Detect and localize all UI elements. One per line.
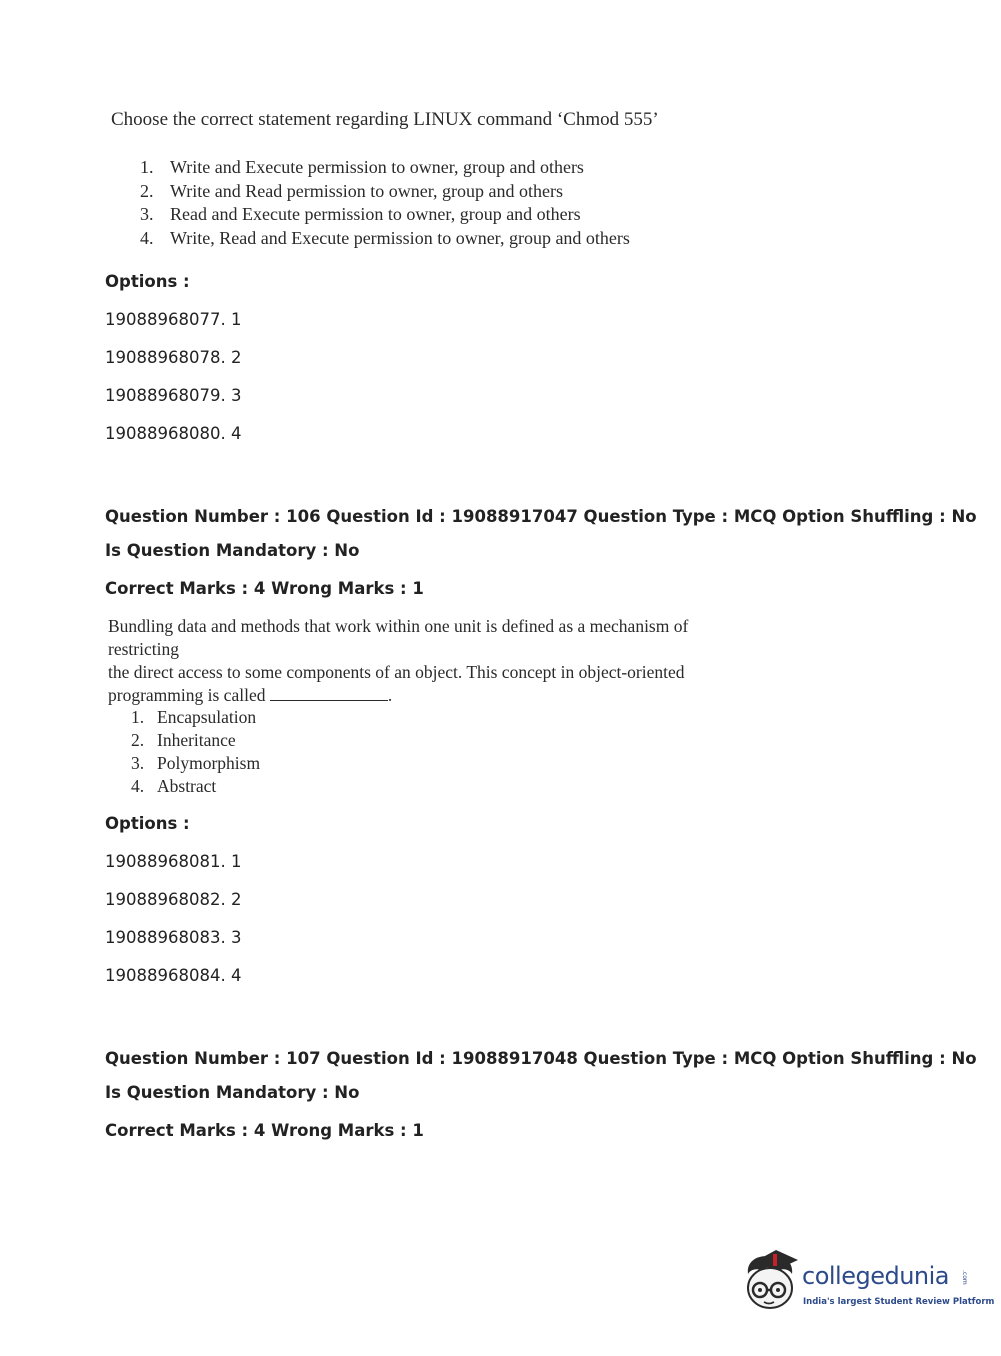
option-item: 19088968080. 4 xyxy=(105,424,242,443)
collegedunia-logo[interactable] xyxy=(740,1248,995,1318)
stem-text: programming is called xyxy=(108,685,266,705)
answer-blank xyxy=(270,686,388,701)
option-item: 19088968078. 2 xyxy=(105,348,242,367)
choice-text: Inheritance xyxy=(157,730,236,750)
option-item: 19088968079. 3 xyxy=(105,386,242,405)
choice-number: 3. xyxy=(140,204,154,224)
choice-number: 2. xyxy=(131,730,145,750)
choice-item xyxy=(131,706,260,729)
stem-line: the direct access to some components of an object. This concept in object-oriented xyxy=(108,662,685,682)
choice-text: Write, Read and Execute permission to owner, group and others xyxy=(170,227,630,248)
choice-item xyxy=(140,203,630,227)
options-label: Options : xyxy=(105,272,190,291)
graduate-mascot-icon xyxy=(740,1248,802,1318)
option-item: 19088968084. 4 xyxy=(105,966,242,985)
logo-tagline: India's largest Student Review Platform xyxy=(803,1297,995,1307)
choice-text: Read and Execute permission to owner, group and others xyxy=(170,204,581,224)
choice-text: Encapsulation xyxy=(157,707,257,727)
choice-number: 2. xyxy=(140,180,154,201)
choice-item xyxy=(131,752,260,775)
choice-item xyxy=(131,729,260,752)
choice-text: Abstract xyxy=(157,776,217,796)
question-106-mandatory: Is Question Mandatory : No xyxy=(105,541,360,560)
choice-item xyxy=(140,227,630,251)
question-107-marks: Correct Marks : 4 Wrong Marks : 1 xyxy=(105,1121,424,1140)
question-105-stem: Choose the correct statement regarding LINUX command ‘Chmod 555’ xyxy=(111,109,659,130)
choice-text: Write and Execute permission to owner, group and others xyxy=(170,157,584,177)
question-107-header: Question Number : 107 Question Id : 19088917048 Question Type : MCQ Option Shuffling : No xyxy=(105,1049,977,1068)
question-107-mandatory: Is Question Mandatory : No xyxy=(105,1083,360,1102)
logo-suffix: .com xyxy=(961,1270,968,1285)
stem-line xyxy=(108,684,748,707)
choice-text: Polymorphism xyxy=(157,753,261,773)
question-105-choices xyxy=(140,156,630,250)
question-106-marks: Correct Marks : 4 Wrong Marks : 1 xyxy=(105,579,424,598)
choice-text: Write and Read permission to owner, group and others xyxy=(170,180,563,201)
option-item: 19088968081. 1 xyxy=(105,852,242,871)
choice-item xyxy=(131,775,260,798)
stem-end: . xyxy=(387,685,393,705)
question-106-choices xyxy=(131,706,260,798)
option-item: 19088968083. 3 xyxy=(105,928,242,947)
question-106-header: Question Number : 106 Question Id : 19088917047 Question Type : MCQ Option Shuffling : No xyxy=(105,507,977,526)
choice-number: 3. xyxy=(131,753,145,773)
option-item: 19088968082. 2 xyxy=(105,890,242,909)
choice-number: 4. xyxy=(140,227,154,248)
stem-line: Bundling data and methods that work within one unit is defined as a mechanism of restricting xyxy=(108,616,689,659)
option-item: 19088968077. 1 xyxy=(105,310,242,329)
question-106-stem xyxy=(108,615,748,707)
choice-item xyxy=(140,156,630,180)
options-label: Options : xyxy=(105,814,190,833)
logo-name: collegedunia xyxy=(802,1262,950,1290)
choice-number: 4. xyxy=(131,776,145,796)
choice-number: 1. xyxy=(131,707,145,727)
choice-item xyxy=(140,180,630,204)
choice-number: 1. xyxy=(140,157,154,177)
